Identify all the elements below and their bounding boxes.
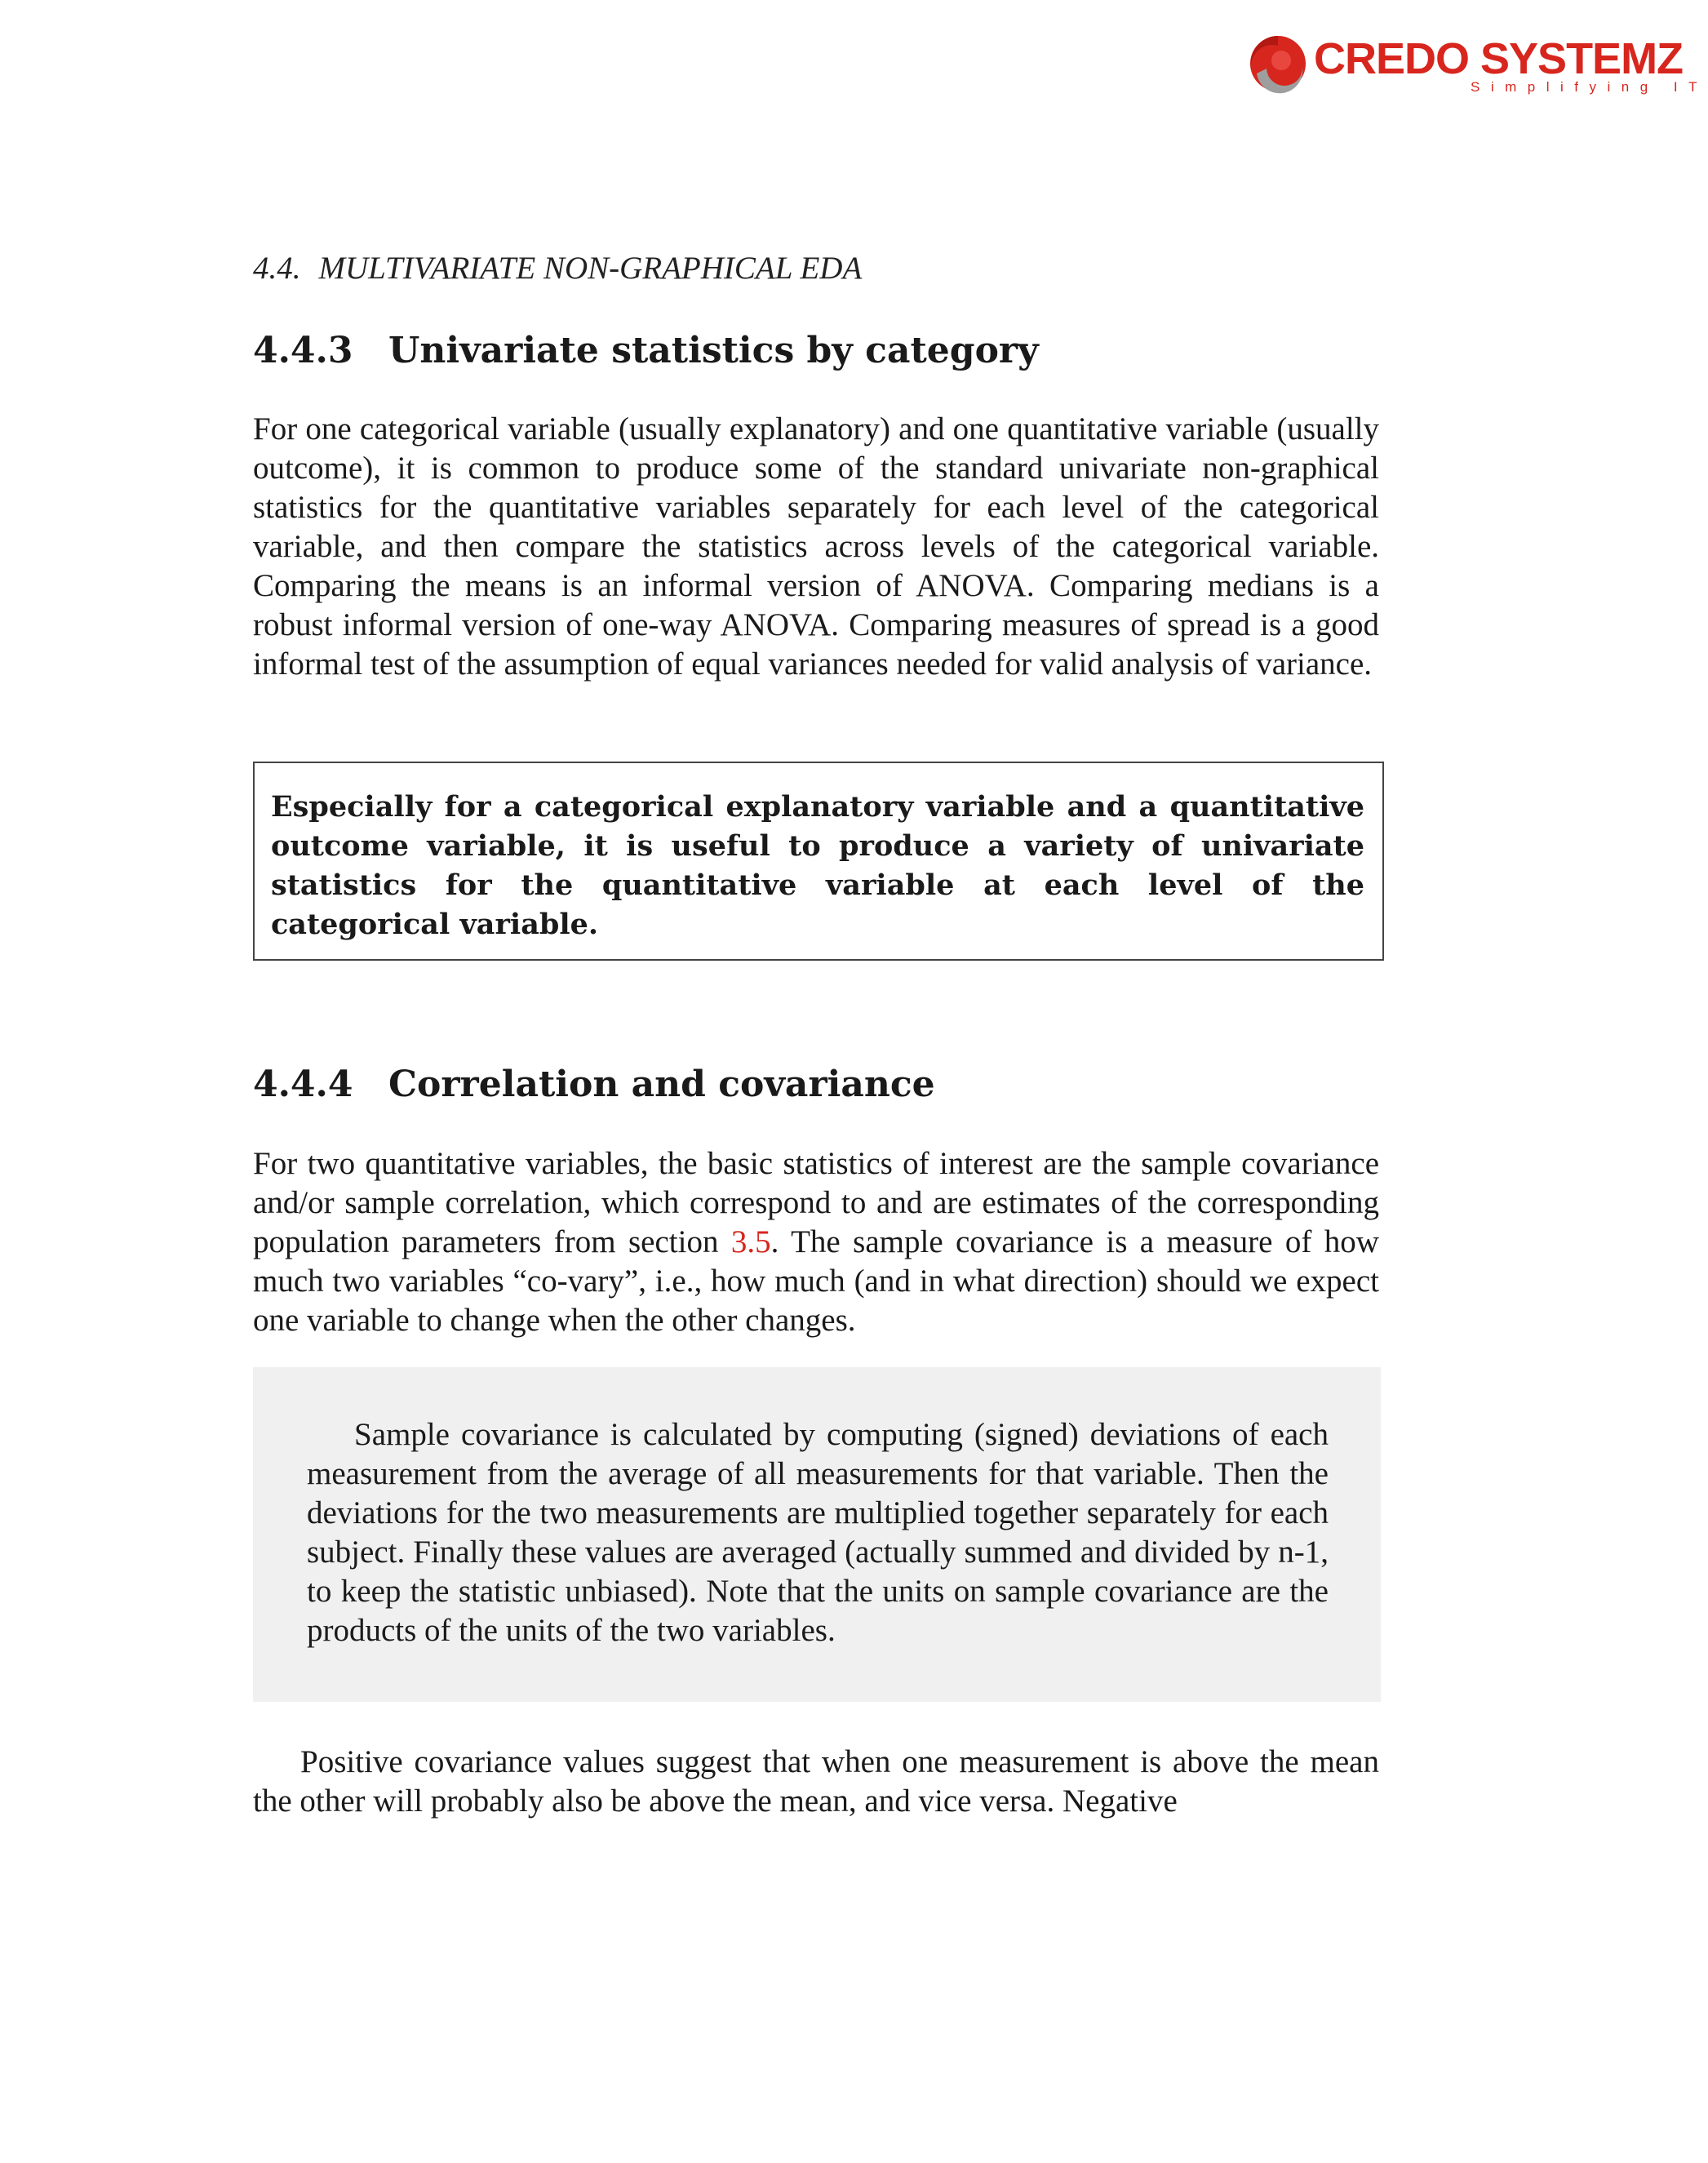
intro-text-end: . The sample covariance is a measure of how much two variables “co-vary”, i.e., how much (and in what direction) should we expect one variable to change when the other changes.: [253, 1224, 1379, 1338]
section-heading-4-4-3: [253, 330, 1039, 371]
covariance-closing-paragraph: Positive covariance values suggest that when one measurement is above the mean the other will probably also be above the mean, and vice versa. Negative: [253, 1744, 1379, 1819]
covariance-intro-paragraph: [253, 1144, 1379, 1340]
section-number: 4.4.3: [253, 330, 353, 371]
definition-box: [253, 1367, 1381, 1702]
section-reference-link[interactable]: 3.5: [730, 1224, 771, 1259]
univariate-paragraph: For one categorical variable (usually explanatory) and one quantitative variable (usually outcome), it is common to produce some of the standard univariate non-graphical statistics for the quantitative variables separately for each level of the categorical variable, and then compare the statistics across levels of the categorical variable. Comparing the means is an informal version of ANOVA. Comparing medians is a robust informal version of one-way ANOVA. Comparing measures of spread is a good informal test of the assumption of equal variances needed for valid analysis of variance.: [253, 411, 1379, 682]
key-point-box: [253, 762, 1384, 961]
section-heading-4-4-4: [253, 1064, 935, 1105]
running-head-number: 4.4.: [253, 251, 301, 286]
logo-tagline: Simplifying IT: [1471, 79, 1708, 95]
running-head-title: MULTIVARIATE NON-GRAPHICAL EDA: [318, 251, 863, 286]
definition-text: Sample covariance is calculated by computing (signed) deviations of each measurement from the average of all measurements for that variable. Then the deviations for the two measurements are multiplied together separately for each subject. Finally these values are averaged (actually summed and divided by n-1, to keep the statistic unbiased). Note that the units on sample covariance are the products of the units of the two variables.: [307, 1417, 1329, 1648]
running-head: [253, 250, 862, 286]
section-title: Univariate statistics by category: [388, 330, 1039, 371]
credo-systemz-logo: [1245, 31, 1708, 98]
logo-name: CREDO SYSTEMZ: [1314, 34, 1684, 83]
section-number: 4.4.4: [253, 1064, 353, 1105]
swirl-logo-icon: [1245, 31, 1311, 96]
key-point-text: Especially for a categorical explanatory variable and a quantitative outcome variable, it is useful to produce a variety of univariate statistics for the quantitative variable at each level of the categorical variable.: [271, 790, 1364, 941]
intro-text-start: For two quantitative variables, the basic statistics of interest are the sample covariance and/or sample correlation, which correspond to and are estimates of the corresponding population parameters from section: [253, 1146, 1379, 1259]
section-title: Correlation and covariance: [388, 1064, 935, 1105]
